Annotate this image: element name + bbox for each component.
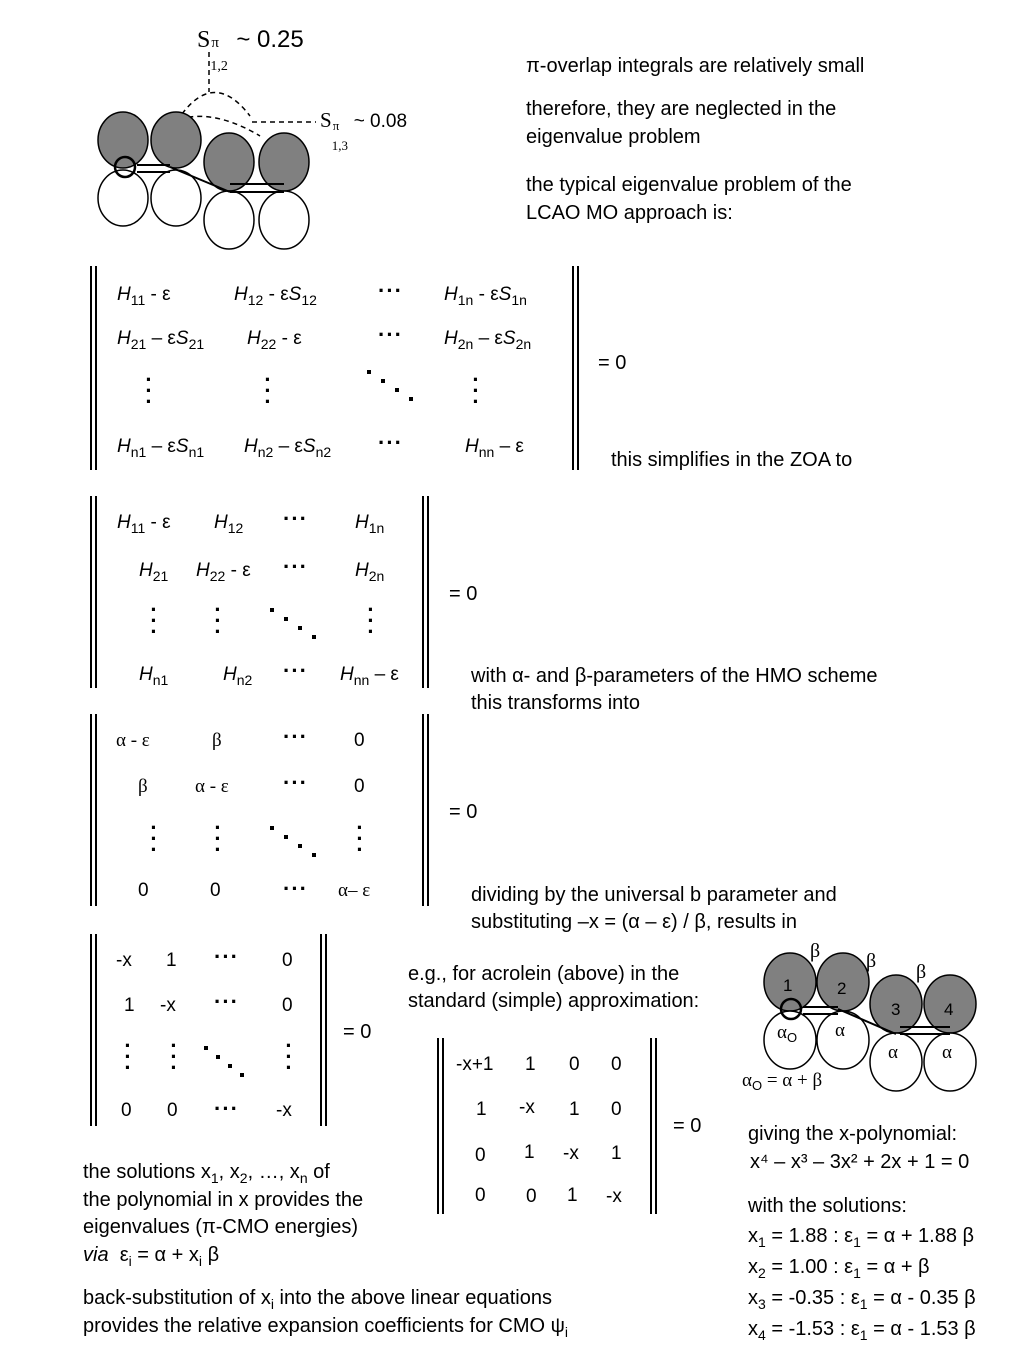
alpha-o-label: $\alpha_O$: [777, 1022, 798, 1045]
m4-cell: -x: [160, 995, 176, 1016]
acrolein-cell: -x: [606, 1186, 622, 1207]
m1-cell: $H_{11}$ - ε: [117, 284, 171, 308]
m4-cell: -x: [116, 950, 132, 971]
m4-cell: 0: [282, 995, 293, 1016]
acrolein-cell: 0: [611, 1054, 622, 1075]
m3-cell: β: [212, 730, 222, 751]
m1-cell: $H_{21} - \varepsilon S_{21}$: [117, 328, 205, 352]
acrolein-cell: -x+1: [456, 1054, 494, 1075]
m3-cell: 0: [138, 880, 149, 901]
polynomial-equation: x⁴ – x³ – 3x² + 2x + 1 = 0: [750, 1151, 970, 1173]
acrolein-orbital-drawing: [750, 945, 1010, 1085]
m4-cell: 0: [282, 950, 293, 971]
acrolein-cell: 0: [526, 1186, 537, 1207]
m1-cell: $H_{n1} - \varepsilon S_{n1}$: [117, 436, 205, 460]
acrolein-cell: 0: [475, 1185, 486, 1206]
alpha-label: α: [888, 1042, 898, 1063]
eigen-note-2: LCAO MO approach is:: [526, 202, 733, 224]
m1-cell: $H_{nn}$ – ε: [465, 436, 524, 460]
solutions-note-3: eigenvalues (π-CMO energies): [83, 1216, 359, 1238]
m3-cell: α - ε: [195, 776, 229, 797]
hmo-note-2: this transforms into: [471, 692, 640, 714]
solution-line: $x_2 = 1.00$ : $\varepsilon_1 = \alpha + \beta$: [748, 1256, 930, 1281]
neglected-note-1: therefore, they are neglected in the: [526, 98, 837, 120]
solution-line: $x_4 = -1.53$ : $\varepsilon_1 = \alpha - 1.53$ β: [748, 1318, 976, 1343]
acrolein-cell: -x: [563, 1143, 579, 1164]
m4-cell: 0: [121, 1100, 132, 1121]
m3-cell: 0: [210, 880, 221, 901]
m4-equals: = 0: [343, 1021, 372, 1043]
alpha-label: α: [835, 1020, 845, 1041]
back-substitution-note-2: provides the relative expansion coefficients for CMO $\psi_i$: [83, 1315, 569, 1340]
acrolein-cell: 1: [476, 1099, 487, 1120]
m3-cell: β: [138, 776, 148, 797]
atom-number-1: 1: [783, 976, 793, 995]
solutions-note-1: the solutions $x_1$, $x_2$, …, $x_n$ of: [83, 1161, 330, 1186]
m3-cell: 0: [354, 776, 365, 797]
atom-number-4: 4: [944, 1000, 954, 1019]
m1-equals: = 0: [598, 352, 627, 374]
m3-cell: α - ε: [116, 730, 150, 751]
polynomial-heading: giving the x-polynomial:: [748, 1123, 957, 1145]
acrolein-cell: 1: [569, 1099, 580, 1120]
m4-cell: 1: [166, 950, 177, 971]
m3-equals: = 0: [449, 801, 478, 823]
acrolein-cell: 1: [524, 1142, 535, 1163]
beta-label: β: [866, 950, 877, 972]
solution-line: $x_1 = 1.88$ : $\varepsilon_1 = \alpha + 1.88$ β: [748, 1225, 975, 1250]
s12-overlap-label: S π 1,2 ~ 0.25: [197, 26, 304, 74]
acrolein-cell: 0: [569, 1054, 580, 1075]
hmo-note-1: with α- and β-parameters of the HMO scheme: [471, 665, 878, 687]
substitution-note-2: substituting –x = (α – ε) / β, results in: [471, 911, 797, 933]
alpha-label: α: [942, 1042, 952, 1063]
m4-cell: 0: [167, 1100, 178, 1121]
acrolein-intro-2: standard (simple) approximation:: [408, 990, 700, 1012]
neglected-note-2: eigenvalue problem: [526, 126, 701, 148]
acrolein-cell: 1: [567, 1185, 578, 1206]
m1-cell: $H_{n2} - \varepsilon S_{n2}$: [244, 436, 332, 460]
m1-cell: $H_{2n} - \varepsilon S_{2n}$: [444, 328, 532, 352]
m2-equals: = 0: [449, 583, 478, 605]
solutions-note-2: the polynomial in x provides the: [83, 1189, 364, 1211]
acrolein-cell: 0: [611, 1099, 622, 1120]
substitution-note-1: dividing by the universal b parameter and: [471, 884, 837, 906]
solutions-heading: with the solutions:: [748, 1195, 907, 1217]
acrolein-intro-1: e.g., for acrolein (above) in the: [408, 963, 680, 985]
p-orbital-overlap-drawing: [0, 0, 1024, 260]
alpha-o-definition: $\alpha_O = \alpha + \beta$: [742, 1070, 823, 1093]
acrolein-cell: 1: [525, 1054, 536, 1075]
acrolein-equals: = 0: [673, 1115, 702, 1137]
atom-number-3: 3: [891, 1000, 901, 1019]
m3-cell: α– ε: [338, 880, 371, 901]
m1-cell: $H_{1n} - \varepsilon S_{1n}$: [444, 284, 527, 308]
s13-overlap-label: S π 1,3 ~ 0.08: [320, 108, 408, 153]
solution-line: $x_3 = -0.35$ : $\varepsilon_1 = \alpha - 0.35$ β: [748, 1287, 976, 1312]
m1-cell: $H_{12} - \varepsilon S_{12}$: [234, 284, 317, 308]
eigen-note-1: the typical eigenvalue problem of the: [526, 174, 852, 196]
acrolein-cell: 0: [475, 1145, 486, 1166]
m1-cell: $H_{22}$ - ε: [247, 328, 302, 352]
beta-label: β: [916, 961, 927, 983]
beta-label: β: [810, 940, 821, 962]
back-substitution-note-1: back-substitution of $x_i$ into the above linear equations: [83, 1287, 552, 1312]
acrolein-cell: -x: [519, 1097, 535, 1118]
solutions-note-4: via $\varepsilon_i = \alpha + x_i$ β: [83, 1244, 220, 1269]
atom-number-2: 2: [837, 979, 847, 998]
acrolein-cell: 1: [611, 1143, 622, 1164]
zoa-note: this simplifies in the ZOA to: [611, 449, 853, 471]
m4-cell: 1: [124, 995, 135, 1016]
m4-cell: -x: [276, 1100, 292, 1121]
m3-cell: 0: [354, 730, 365, 751]
overlap-note: π-overlap integrals are relatively small: [526, 55, 865, 77]
